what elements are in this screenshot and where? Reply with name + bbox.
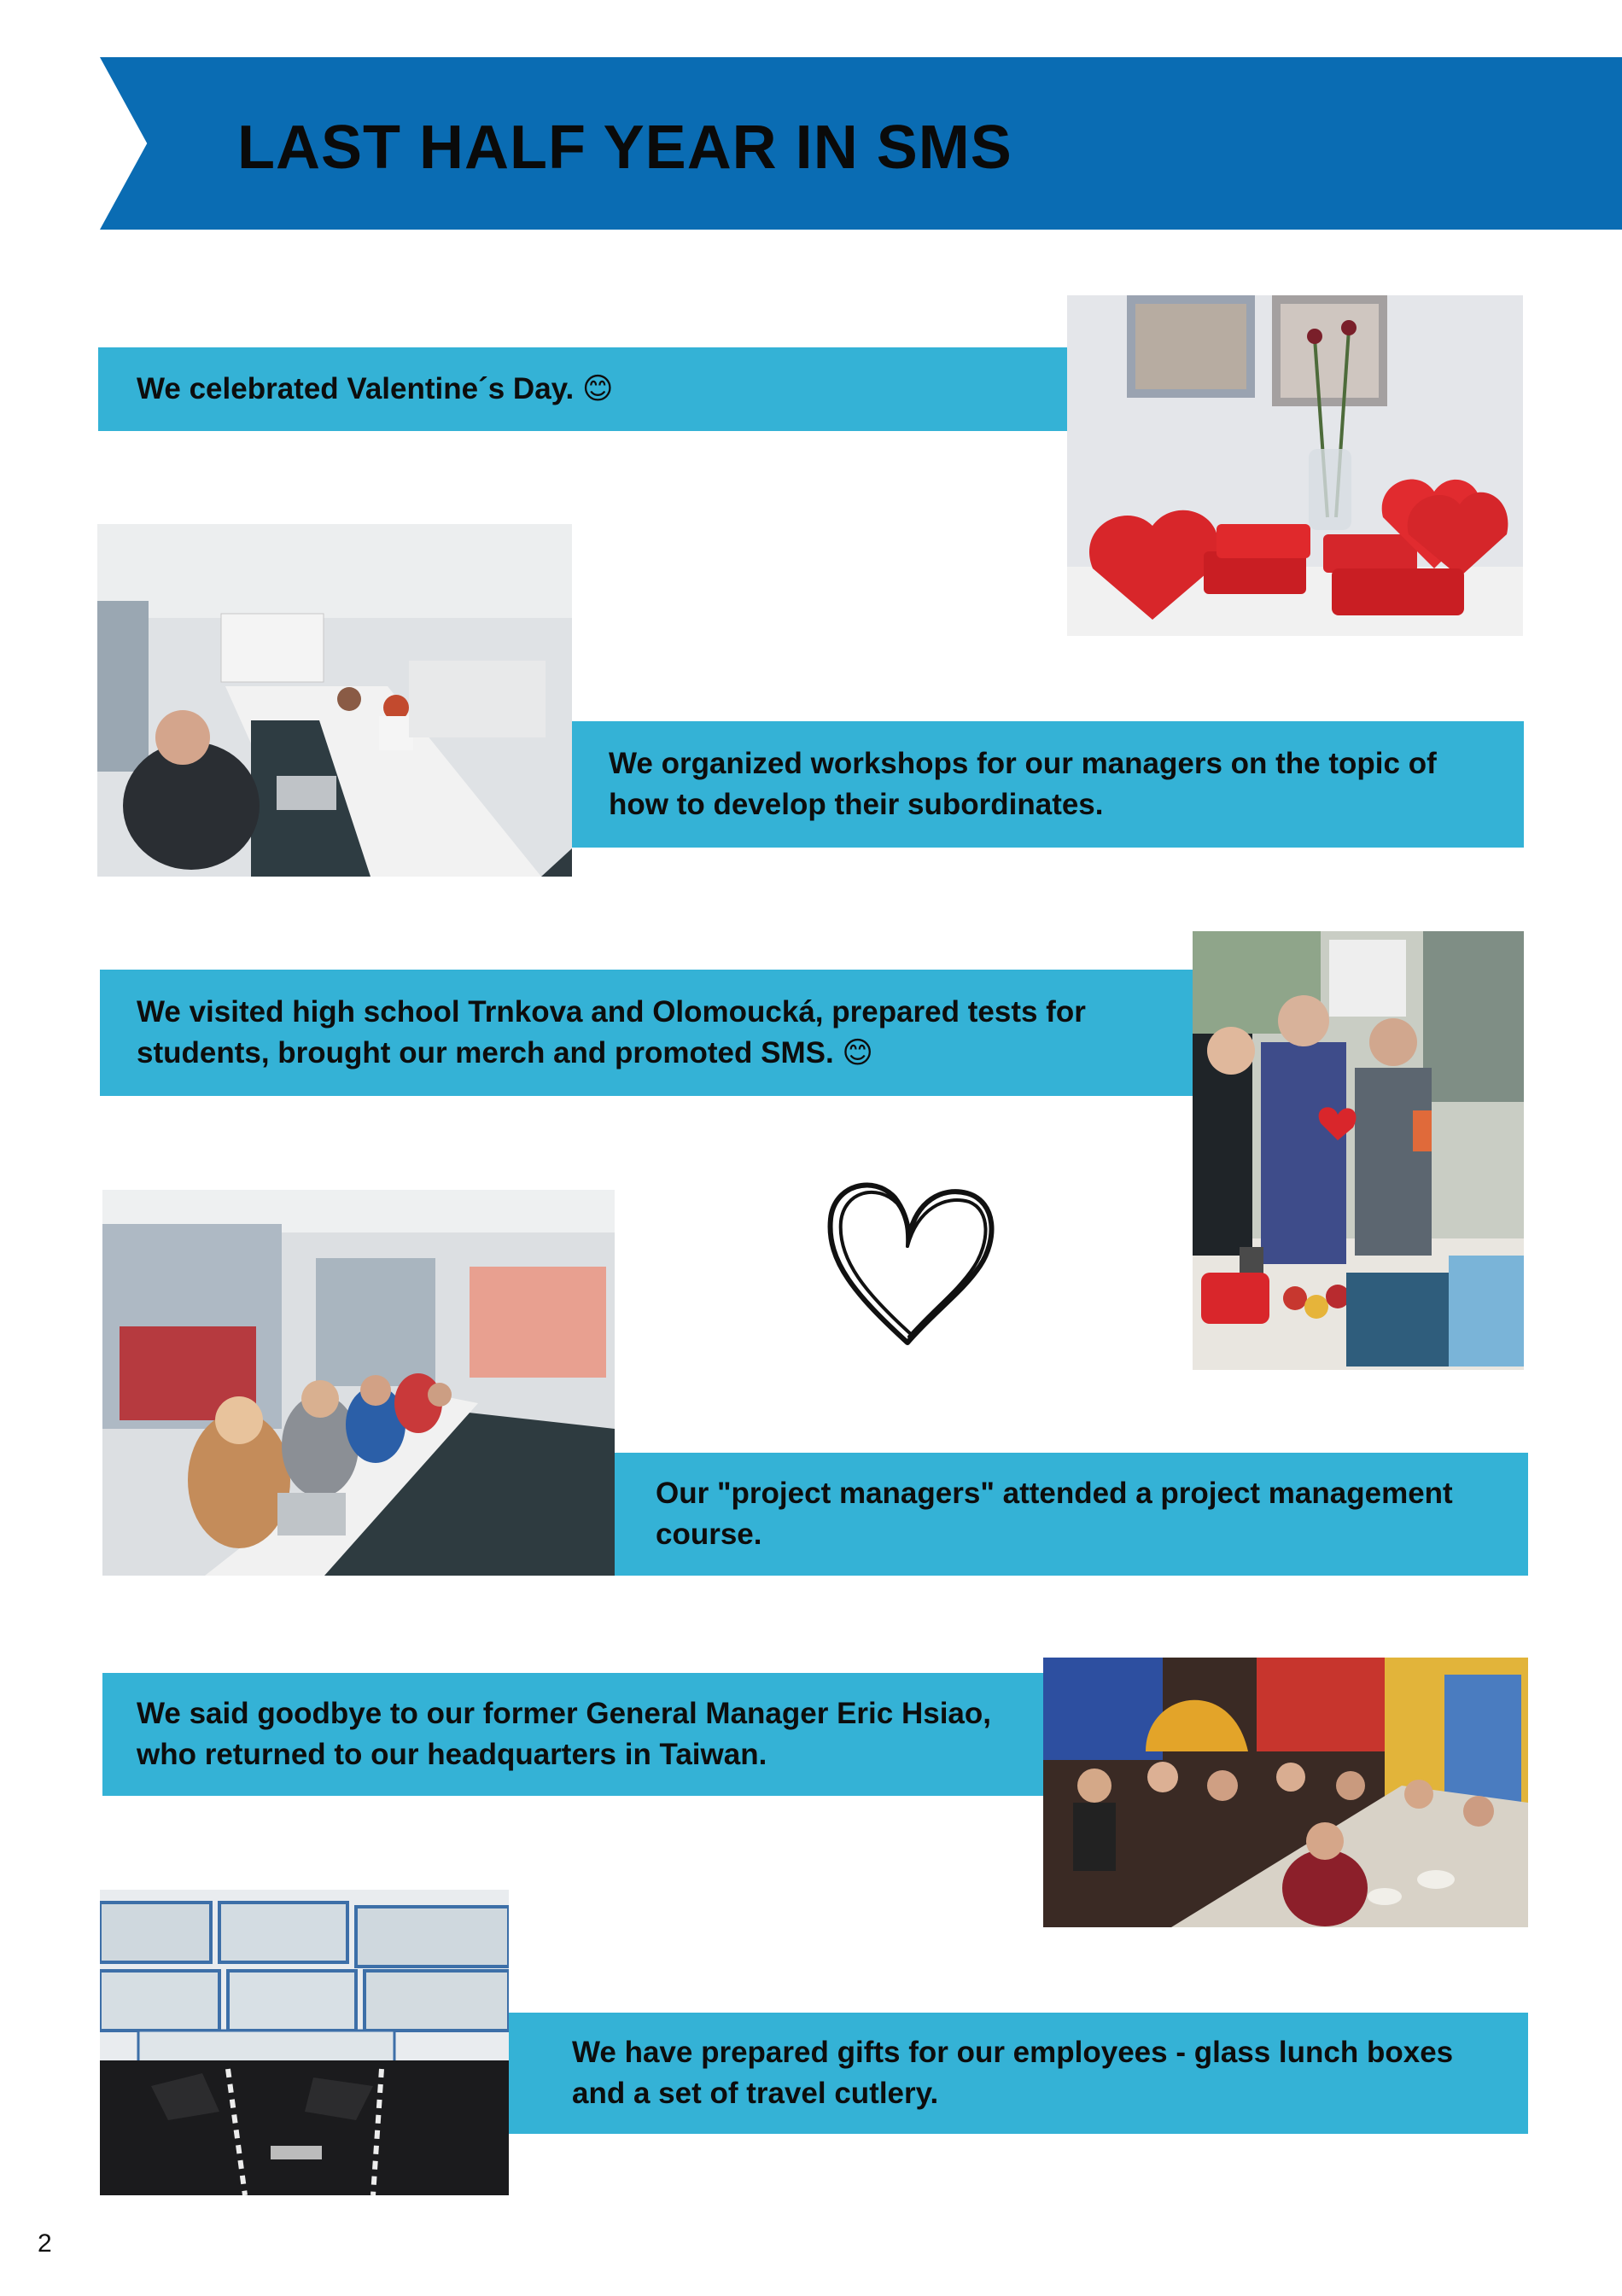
item-farewell-band — [102, 1673, 1043, 1796]
workshop-meeting-photo — [97, 524, 572, 877]
item-workshop-text: We organized workshops for our managers on the topic of how to develop their subordinates. — [609, 747, 1437, 821]
item-valentine-band — [98, 347, 1067, 431]
page-number: 2 — [38, 2229, 52, 2258]
item-gifts-band — [509, 2013, 1528, 2134]
heart-icon — [822, 1168, 1001, 1355]
valentine-chocolates-photo — [1067, 295, 1523, 636]
item-valentine-text: We celebrated Valentine´s Day. 😊 — [137, 372, 614, 405]
item-course-text: Our "project managers" attended a project management course. — [656, 1477, 1453, 1551]
item-course-band — [615, 1453, 1528, 1576]
high-school-visit-photo — [1193, 931, 1524, 1370]
project-management-course-photo — [102, 1190, 615, 1576]
item-workshop-band — [572, 721, 1524, 848]
farewell-dinner-photo — [1043, 1658, 1528, 1927]
item-gifts-text: We have prepared gifts for our employees - glass lunch boxes and a set of travel cutlery. — [572, 2036, 1454, 2110]
item-school-text: We visited high school Trnkova and Olomoucká, prepared tests for students, brought our merch and promoted SMS. 😊 — [137, 995, 1086, 1069]
item-school-band — [100, 970, 1193, 1096]
gift-lunch-boxes-photo — [100, 1890, 509, 2195]
item-farewell-text: We said goodbye to our former General Manager Eric Hsiao, who returned to our headquarters in Taiwan. — [137, 1697, 991, 1771]
page-title: LAST HALF YEAR IN SMS — [237, 114, 1012, 182]
